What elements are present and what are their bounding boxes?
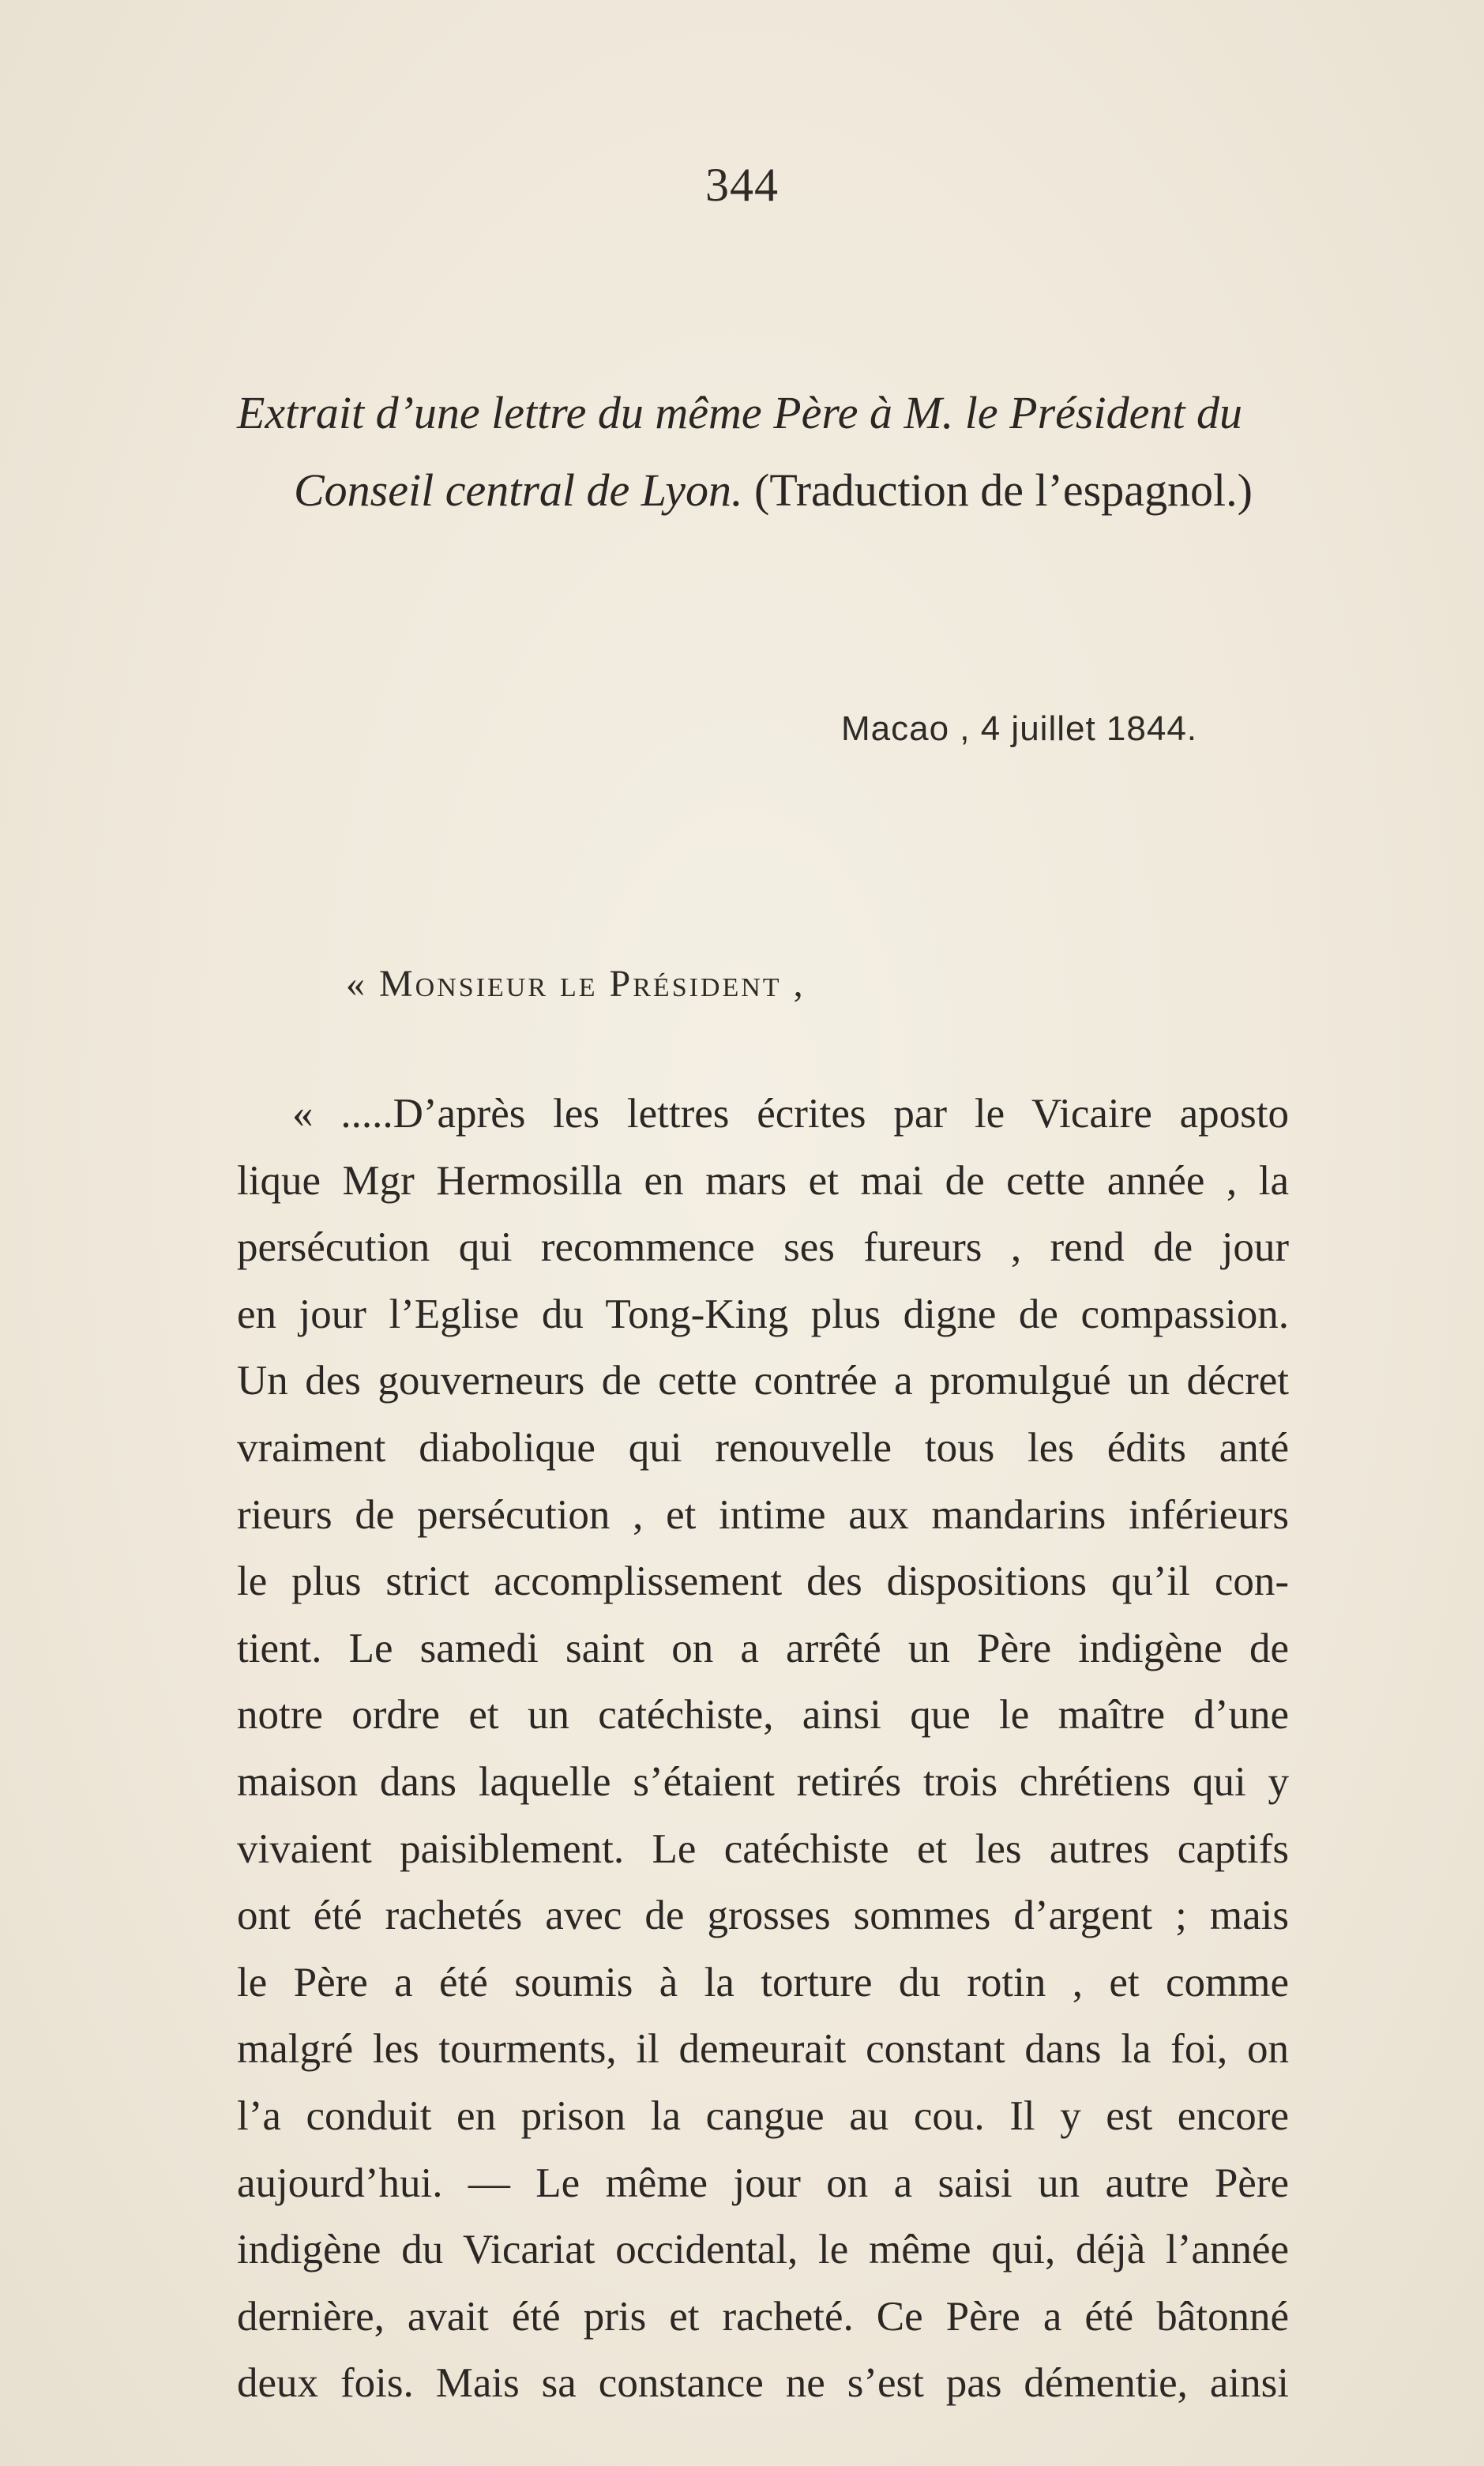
body-line: dernière, avait été pris et racheté. Ce Père a été bâtonné bbox=[237, 2293, 1289, 2340]
body-line: lique Mgr Hermosilla en mars et mai de cette année , la bbox=[237, 1157, 1289, 1204]
body-line: rieurs de persécution , et intime aux mandarins inférieurs bbox=[237, 1491, 1289, 1538]
body-line: indigène du Vicariat occidental, le même qui, déjà l’année bbox=[237, 2227, 1289, 2273]
heading-translation-note: (Traduction de l’espagnol.) bbox=[742, 464, 1253, 516]
body-line: le plus strict accomplissement des dispositions qu’il con- bbox=[237, 1558, 1289, 1605]
body-line: persécution qui recommence ses fureurs , rend de jour bbox=[237, 1224, 1289, 1271]
heading-line-1 bbox=[237, 374, 1287, 452]
body-line: l’a conduit en prison la cangue au cou. Il y est encore bbox=[237, 2092, 1289, 2139]
body-line: tient. Le samedi saint on a arrêté un Père indigène de bbox=[237, 1625, 1289, 1671]
body-line: le Père a été soumis à la torture du rotin , et comme bbox=[237, 1959, 1289, 2006]
body-line: vivaient paisiblement. Le catéchiste et les autres captifs bbox=[237, 1825, 1289, 1872]
body-line: notre ordre et un catéchiste, ainsi que le maître d’une bbox=[237, 1692, 1289, 1739]
letter-body bbox=[237, 1081, 1289, 2417]
heading-italic-source: Conseil central de Lyon. bbox=[294, 464, 743, 516]
body-line: ont été rachetés avec de grosses sommes d’argent ; mais bbox=[237, 1893, 1289, 1939]
salutation-quote-mark: « bbox=[346, 963, 379, 1005]
body-line: Un des gouverneurs de cette contrée a promulgué un décret bbox=[237, 1358, 1289, 1404]
dateline: Macao , 4 juillet 1844. bbox=[841, 709, 1198, 748]
salutation-text: Monsieur le Président , bbox=[379, 963, 806, 1005]
body-line: aujourd’hui. — Le même jour on a saisi un autre Père bbox=[237, 2160, 1289, 2206]
body-line: deux fois. Mais sa constance ne s’est pas démentie, ainsi bbox=[237, 2360, 1289, 2407]
letter-heading bbox=[237, 374, 1287, 529]
body-line: « .....D’après les lettres écrites par le Vicaire aposto bbox=[292, 1091, 1289, 1137]
heading-line-2 bbox=[237, 452, 1287, 529]
salutation bbox=[346, 962, 806, 1006]
body-line: malgré les tourments, il demeurait constant dans la foi, on bbox=[237, 2026, 1289, 2073]
body-line: vraiment diabolique qui renouvelle tous les édits anté bbox=[237, 1424, 1289, 1471]
heading-italic-text: Extrait d’une lettre du même Père à M. le Président du bbox=[237, 387, 1242, 438]
page-number: 344 bbox=[705, 159, 779, 211]
body-line: en jour l’Eglise du Tong-King plus digne de compassion. bbox=[237, 1291, 1289, 1337]
body-line: maison dans laquelle s’étaient retirés trois chrétiens qui y bbox=[237, 1758, 1289, 1805]
